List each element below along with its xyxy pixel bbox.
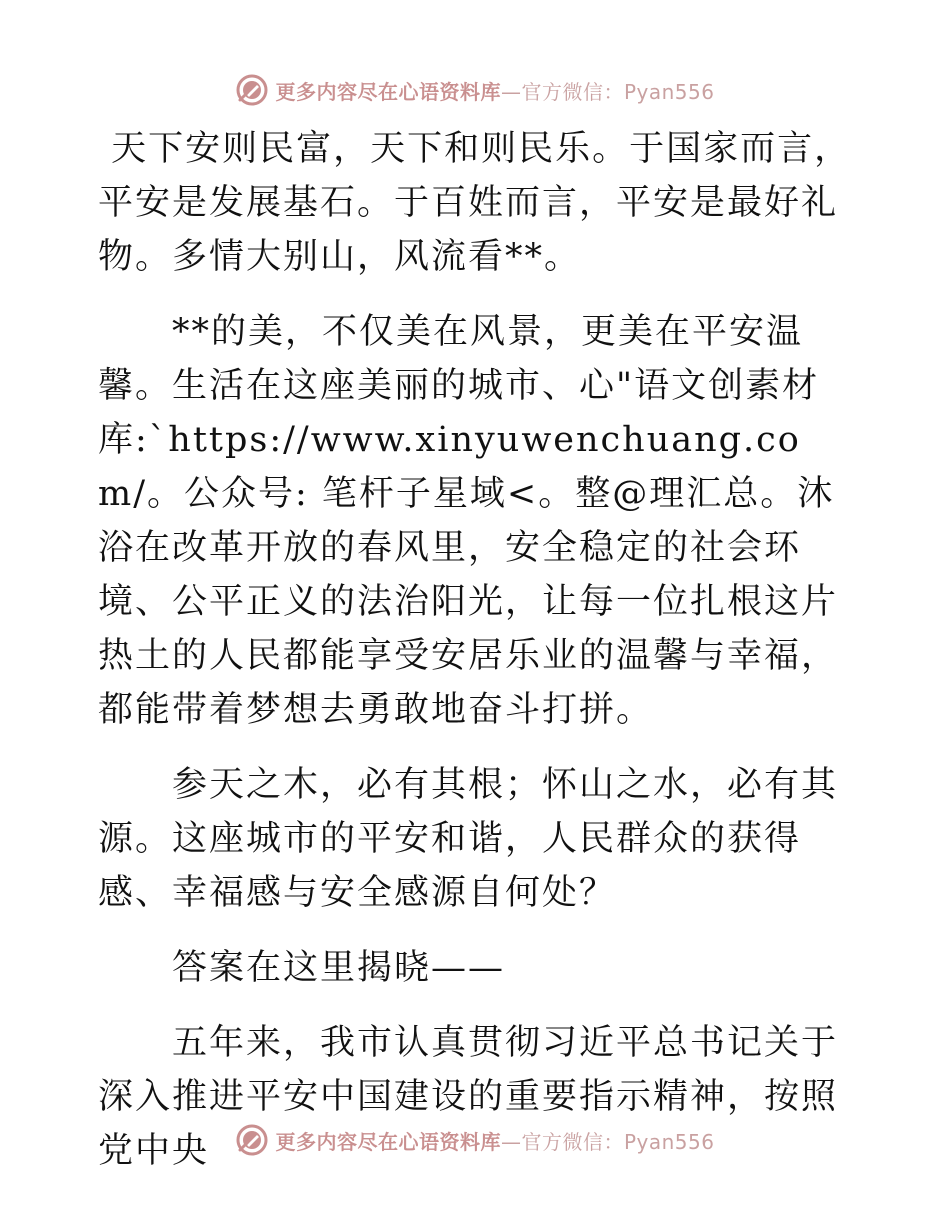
watermark-text bbox=[275, 1126, 714, 1155]
header-watermark bbox=[0, 70, 950, 110]
watermark-contact: 官方微信：Pyan556 bbox=[521, 79, 715, 104]
document-body bbox=[98, 122, 858, 1178]
paragraph-3: 参天之木，必有其根；怀山之水，必有其源。这座城市的平安和谐，人民群众的获得感、幸福感与安全感源自何处？ bbox=[98, 765, 839, 913]
watermark-brand: 更多内容尽在心语资料库 bbox=[275, 79, 501, 104]
paragraph-5: 五年来，我市认真贯彻习近平总书记关于深入推进平安中国建设的重要指示精神，按照党中央 bbox=[98, 1023, 839, 1171]
circular-pen-logo-icon bbox=[235, 1123, 269, 1157]
watermark-brand: 更多内容尽在心语资料库 bbox=[275, 1129, 501, 1154]
paragraph-2: **的美，不仅美在风景，更美在平安温馨。生活在这座美丽的城市、心"语文创素材库:`https://www.xinyuwenchuang.com/。公众号: 笔杆子星域<。整@理汇总。沐浴在改革开放的春风里，安全稳定的社会环境、公平正义的法治阳光，让每一位扎根这片热土的人民都能享受安居乐业的温馨与幸福，都能带着梦想去勇敢地奋斗打拼。 bbox=[98, 312, 839, 730]
paragraph-1: 天下安则民富，天下和则民乐。于国家而言，平安是发展基石。于百姓而言，平安是最好礼物。多情大别山，风流看**。 bbox=[98, 129, 852, 277]
circular-pen-logo-icon bbox=[235, 73, 269, 107]
footer-watermark bbox=[0, 1120, 950, 1160]
watermark-text bbox=[275, 76, 714, 105]
watermark-separator: — bbox=[500, 1129, 522, 1154]
paragraph-4: 答案在这里揭晓—— bbox=[98, 948, 506, 988]
watermark-separator: — bbox=[500, 79, 522, 104]
watermark-contact: 官方微信：Pyan556 bbox=[521, 1129, 715, 1154]
